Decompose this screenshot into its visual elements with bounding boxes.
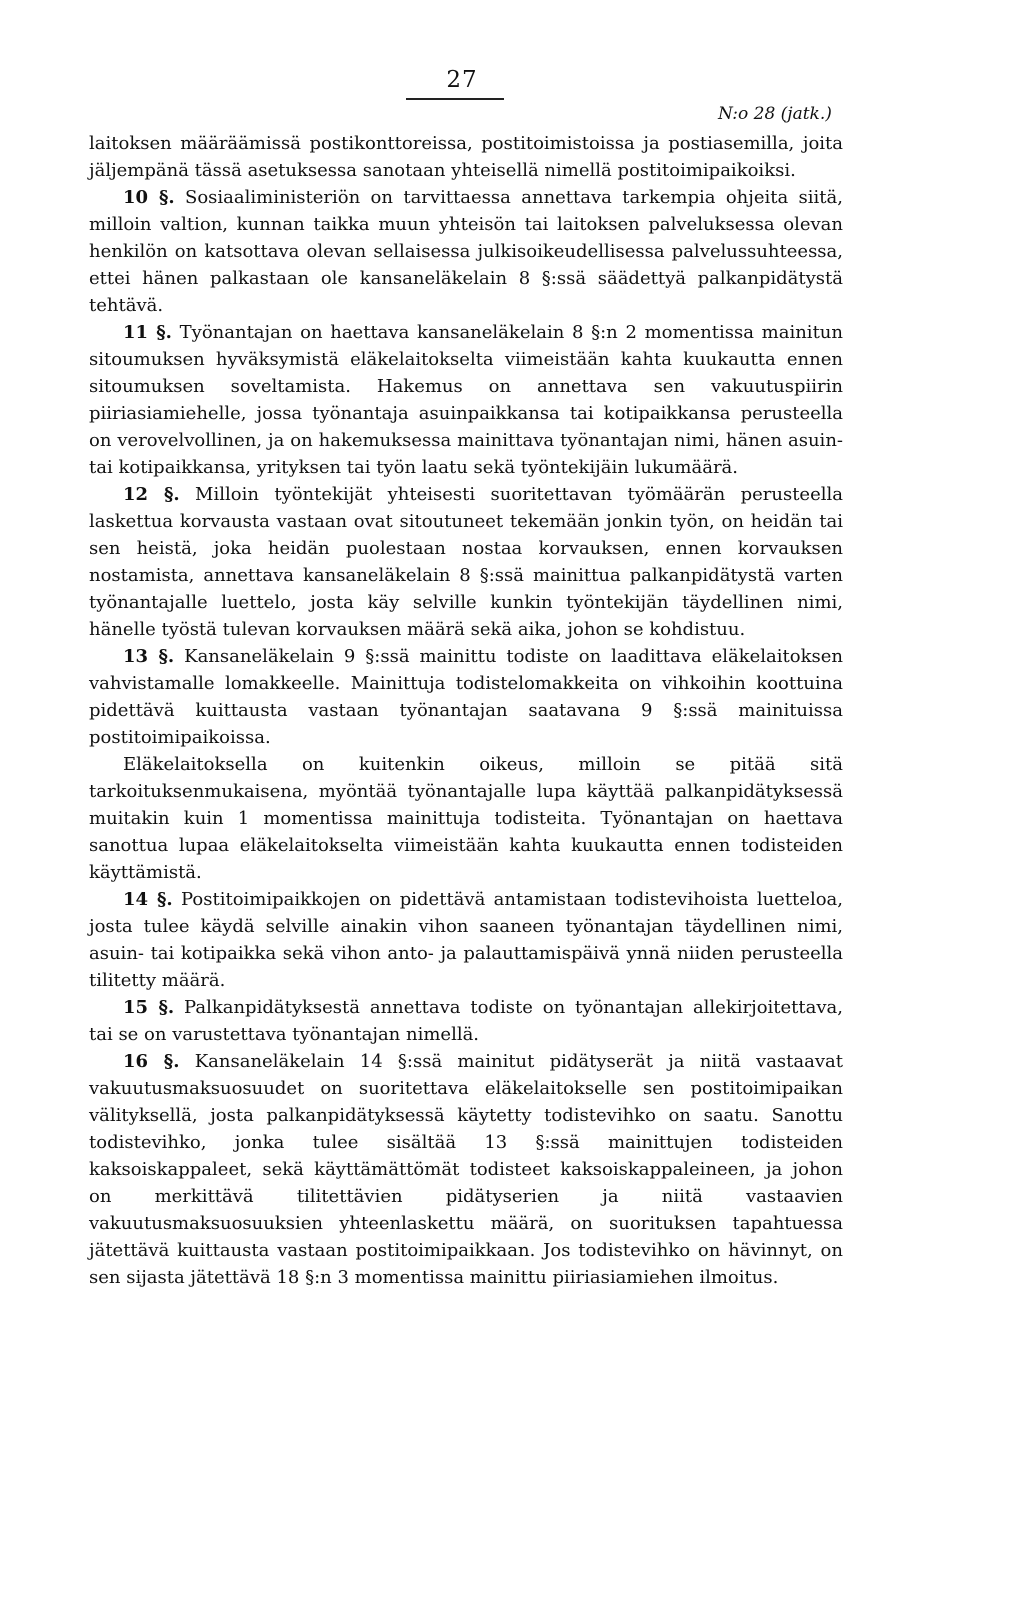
section-number: 13 §. xyxy=(123,646,175,667)
page-number-rule xyxy=(406,98,504,100)
section-number: 14 §. xyxy=(123,889,173,910)
paragraph-text: Eläkelaitoksella on kuitenkin oikeus, milloin se pitää sitä tarkoituksenmukaisena, myöntää työnantajalle lupa käyttää palkanpidätyksessä muitakin kuin 1 momentissa mainittuja todisteita. Työnantajan on haettava sanottua lupaa eläkelaitokselta viimeistään kahta kuukautta ennen todisteiden käyttämistä. xyxy=(89,754,843,883)
section-12 xyxy=(89,481,843,643)
section-16 xyxy=(89,1048,843,1291)
section-number: 10 §. xyxy=(123,187,175,208)
section-text: Milloin työntekijät yhteisesti suoritettavan työmäärän perusteella laskettua korvausta vastaan ovat sitoutuneet tekemään jonkin työn, on heidän tai sen heistä, joka heidän puolestaan nostaa korvauksen, ennen korvauksen nostamista, annettava kansaneläkelain 8 §:ssä mainittua palkanpidätystä varten työnantajalle luettelo, josta käy selville kunkin työntekijän täydellinen nimi, hänelle työstä tulevan korvauksen määrä sekä aika, johon se kohdistuu. xyxy=(89,484,843,640)
running-head: N:o 28 (jatk.) xyxy=(718,104,832,124)
section-text: Kansaneläkelain 9 §:ssä mainittu todiste on laadittava eläkelaitoksen vahvistamalle lomakkeelle. Mainittuja todistelomakkeita on vihkoihin koottuina pidettävä kuittausta vastaan työnantajan saatavana 9 §:ssä mainituissa postitoimipaikoissa. xyxy=(89,646,843,748)
section-number: 11 §. xyxy=(123,322,172,343)
section-text: Työnantajan on haettava kansaneläkelain 8 §:n 2 momentissa mainitun sitoumuksen hyväksymistä eläkelaitokselta viimeistään kahta kuukautta ennen sitoumuksen soveltamista. Hakemus on annettava sen vakuutuspiirin piiriasiamiehelle, jossa työnantaja asuinpaikkansa tai kotipaikkansa perusteella on verovelvollinen, ja on hakemuksessa mainittava työnantajan nimi, hänen asuin- tai kotipaikkansa, yrityksen tai työn laatu sekä työntekijäin lukumäärä. xyxy=(89,322,843,478)
section-text: Sosiaaliministeriön on tarvittaessa annettava tarkempia ohjeita siitä, milloin valtion, kunnan taikka muun yhteisön tai laitoksen palveluksessa olevan henkilön on katsottava olevan sellaisessa julkisoikeudellisessa palvelussuhteessa, ettei hänen palkastaan ole kansaneläkelain 8 §:ssä säädettyä palkanpidätystä tehtävä. xyxy=(89,187,843,316)
section-10 xyxy=(89,184,843,319)
paragraph-continuation xyxy=(89,130,843,184)
section-14 xyxy=(89,886,843,994)
section-text: Palkanpidätyksestä annettava todiste on työnantajan allekirjoitettava, tai se on varustettava työnantajan nimellä. xyxy=(89,997,843,1045)
section-13 xyxy=(89,643,843,751)
section-text: Postitoimipaikkojen on pidettävä antamistaan todistevihoista luetteloa, josta tulee käydä selville ainakin vihon saaneen työnantajan täydellinen nimi, asuin- tai kotipaikka sekä vihon anto- ja palauttamispäivä ynnä niiden perusteella tilitetty määrä. xyxy=(89,889,843,991)
section-11 xyxy=(89,319,843,481)
paragraph-text: laitoksen määräämissä postikonttoreissa, postitoimistoissa ja postiasemilla, joita jäljempänä tässä asetuksessa sanotaan yhteisellä nimellä postitoimipaikoiksi. xyxy=(89,133,843,181)
section-15 xyxy=(89,994,843,1048)
section-number: 15 §. xyxy=(123,997,175,1018)
page-number: 27 xyxy=(446,67,478,93)
section-number: 16 §. xyxy=(123,1051,180,1072)
section-text: Kansaneläkelain 14 §:ssä mainitut pidätyserät ja niitä vastaavat vakuutusmaksuosuudet on suoritettava eläkelaitokselle sen postitoimipaikan välityksellä, josta palkanpidätyksessä käytetty todistevihko on saatu. Sanottu todistevihko, jonka tulee sisältää 13 §:ssä mainittujen todisteiden kaksoiskappaleet, sekä käyttämättömät todisteet kaksoiskappaleineen, ja johon on merkittävä tilitettävien pidätyserien ja niitä vastaavien vakuutusmaksuosuuksien yhteenlaskettu määrä, on suorituksen tapahtuessa jätettävä kuittausta vastaan postitoimipaikkaan. Jos todistevihko on hävinnyt, on sen sijasta jätettävä 18 §:n 3 momentissa mainittu piiriasiamiehen ilmoitus. xyxy=(89,1051,843,1288)
section-number: 12 §. xyxy=(123,484,180,505)
section-13-moment-2 xyxy=(89,751,843,886)
body-text xyxy=(89,130,843,1291)
